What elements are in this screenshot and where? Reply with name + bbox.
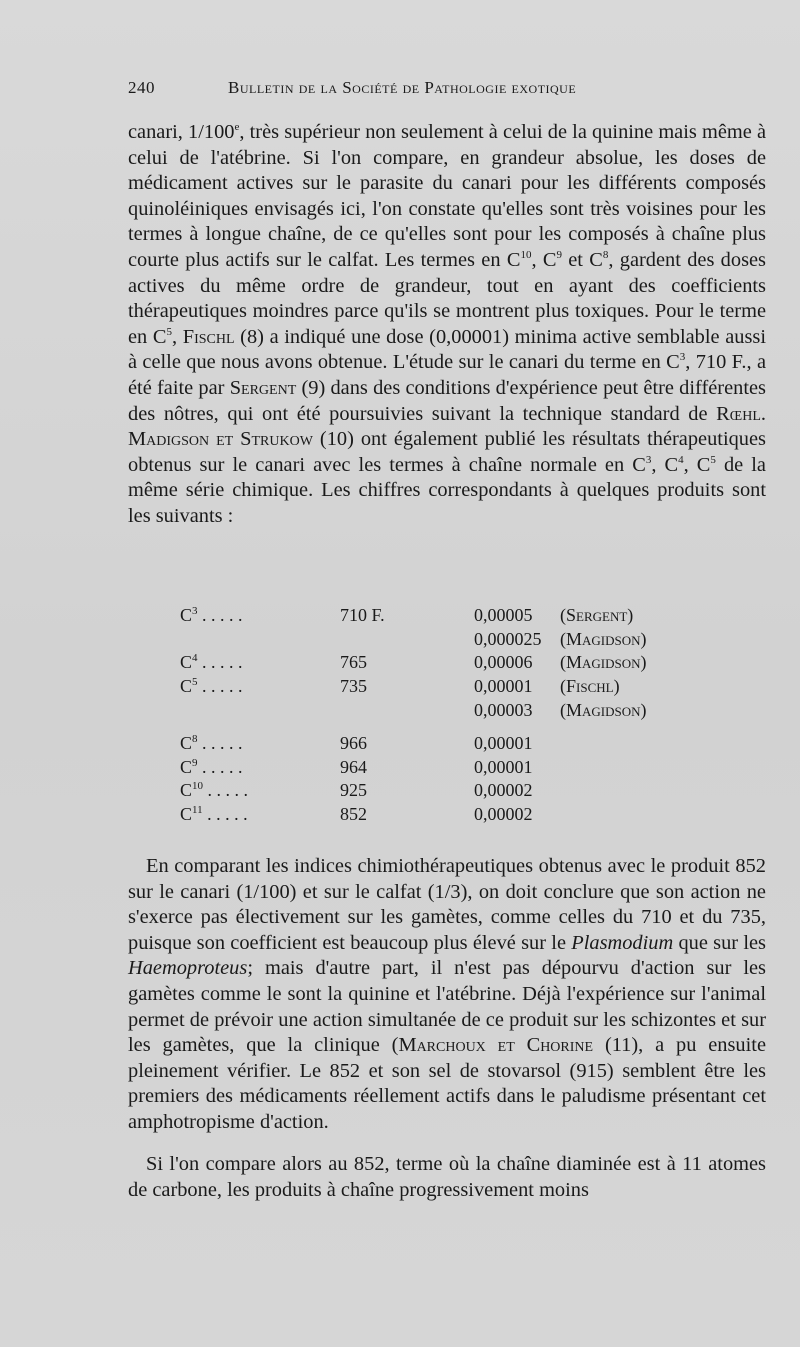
dose-cell: 0,00006 xyxy=(474,652,533,673)
author-madigson-strukow: Madigson et Strukow xyxy=(128,428,313,451)
dose-cell: 0,00001 xyxy=(474,733,533,754)
dose-cell: 0,00002 xyxy=(474,780,533,801)
table-row xyxy=(180,675,647,699)
product-cell: 765 xyxy=(340,652,367,673)
product-cell xyxy=(340,698,474,722)
page-header xyxy=(128,78,768,104)
author-roehl: Rœhl xyxy=(716,402,761,425)
dose-cell: 0,00001 xyxy=(474,676,533,697)
dose-cell: 0,00002 xyxy=(474,804,533,825)
compound-cell: $C^8$ . . . . . xyxy=(180,733,243,754)
product-cell xyxy=(340,628,474,652)
reference-cell xyxy=(560,732,647,756)
reference-cell: (Fischl) xyxy=(560,676,620,697)
compound-cell xyxy=(180,628,340,652)
page-number: 240 xyxy=(128,78,155,97)
product-cell: 735 xyxy=(340,676,367,697)
compound-cell: $C^3$ . . . . . xyxy=(180,605,243,626)
table-row xyxy=(180,604,647,628)
running-title: Bulletin de la Société de Pathologie exotique xyxy=(228,78,577,97)
dose-cell: 0,00003 xyxy=(474,699,533,720)
reference-cell: (Magidson) xyxy=(560,652,647,673)
term-haemoproteus: Haemoproteus xyxy=(128,957,248,980)
table-row xyxy=(180,779,647,803)
table-row xyxy=(180,756,647,780)
compound-cell xyxy=(180,698,340,722)
dose-cell: 0,000025 xyxy=(474,628,542,649)
compound-cell: $C^4$ . . . . . xyxy=(180,652,243,673)
product-cell: 966 xyxy=(340,733,367,754)
reference-cell: (Magidson) xyxy=(560,628,647,649)
compound-cell: $C^5$ . . . . . xyxy=(180,676,243,697)
reference-cell: (Sergent) xyxy=(560,605,634,626)
compound-cell: $C^{10}$ . . . . . xyxy=(180,780,249,801)
author-marchoux-chorine: Marchoux et Chorine xyxy=(398,1034,594,1057)
table-row xyxy=(180,698,647,722)
reference-cell xyxy=(560,779,647,803)
reference-cell xyxy=(560,756,647,780)
product-cell: 852 xyxy=(340,804,367,825)
results-table xyxy=(180,604,647,826)
dose-cell: 0,00005 xyxy=(474,605,533,626)
table-row xyxy=(180,803,647,827)
table-row xyxy=(180,628,647,652)
term-plasmodium: Plasmodium xyxy=(571,931,674,954)
product-cell: 964 xyxy=(340,756,367,777)
author-sergent: Sergent xyxy=(229,376,297,399)
paragraph-2: En comparant les indices chimiothérapeutiques obtenus avec le produit 852 sur le canari (1/100) et sur le calfat (1/3), on doit conclure que son action ne s'exerce pas électivement sur les gamètes, comme celles du 710 et du 735, puisque son coefficient est beaucoup plus élevé sur le Plasmodium que sur les Haemoproteus; mais d'autre part, il n'est pas dépourvu d'action sur les gamètes comme le sont la quinine et l'atébrine. Déjà l'expérience sur l'animal permet de prévoir une action simultanée de ce produit sur les schizontes et sur les gamètes, que la clinique (Marchoux et Chorine (11), a pu ensuite pleinement vérifier. Le 852 et son sel de stovarsol (915) semblent être les premiers des médicaments réellement actifs dans le paludisme présentant cet amphotropisme d'action. xyxy=(128,855,766,1133)
reference-cell: (Magidson) xyxy=(560,699,647,720)
author-fischl: Fischl xyxy=(182,325,235,348)
paragraph-3: Si l'on compare alors au 852, terme où la chaîne diaminée est à 11 atomes de carbone, les produits à chaîne progressivement moins xyxy=(128,1153,766,1201)
compound-cell: $C^9$ . . . . . xyxy=(180,756,243,777)
reference-cell xyxy=(560,803,647,827)
compound-cell: $C^{11}$ . . . . . xyxy=(180,804,248,825)
table-row xyxy=(180,732,647,756)
product-cell: 710 F. xyxy=(340,605,385,626)
table-row xyxy=(180,651,647,675)
paragraph-1: canari, 1/100e, très supérieur non seulement à celui de la quinine mais même à celui de l'atébrine. Si l'on compare, en grandeur absolue, les doses de médicament actives sur le parasite du canari pour les différents composés quinoléiniques envisagés ici, l'on constate qu'elles sont très voisines pour les termes à longue chaîne, de ce qu'elles sont pour les composés à chaîne plus courte plus actifs sur le calfat. Les termes en $C^{10}$, $C^9$ et $C^8$, gardent des doses actives du même ordre de grandeur, tout en ayant des coefficients thérapeutiques moindres parce qu'ils se montrent plus toxiques. Pour le terme en $C^5$, Fischl (8) a indiqué une dose (0,00001) minima active semblable aussi à celle que nous avons obtenue. L'étude sur le canari du terme en $C^3$, 710 F., a été faite par Sergent (9) dans des conditions d'expérience peut être différentes des nôtres, qui ont été poursuivies suivant la technique standard de Rœhl. Madigson et Strukow (10) ont également publié les résultats thérapeutiques obtenus sur le canari avec les termes à chaîne normale en $C^3$, $C^4$, $C^5$ de la même série chimique. Les chiffres correspondants à quelques produits sont les suivants : xyxy=(128,121,766,527)
table-spacer xyxy=(180,722,647,732)
dose-cell: 0,00001 xyxy=(474,756,533,777)
product-cell: 925 xyxy=(340,780,367,801)
